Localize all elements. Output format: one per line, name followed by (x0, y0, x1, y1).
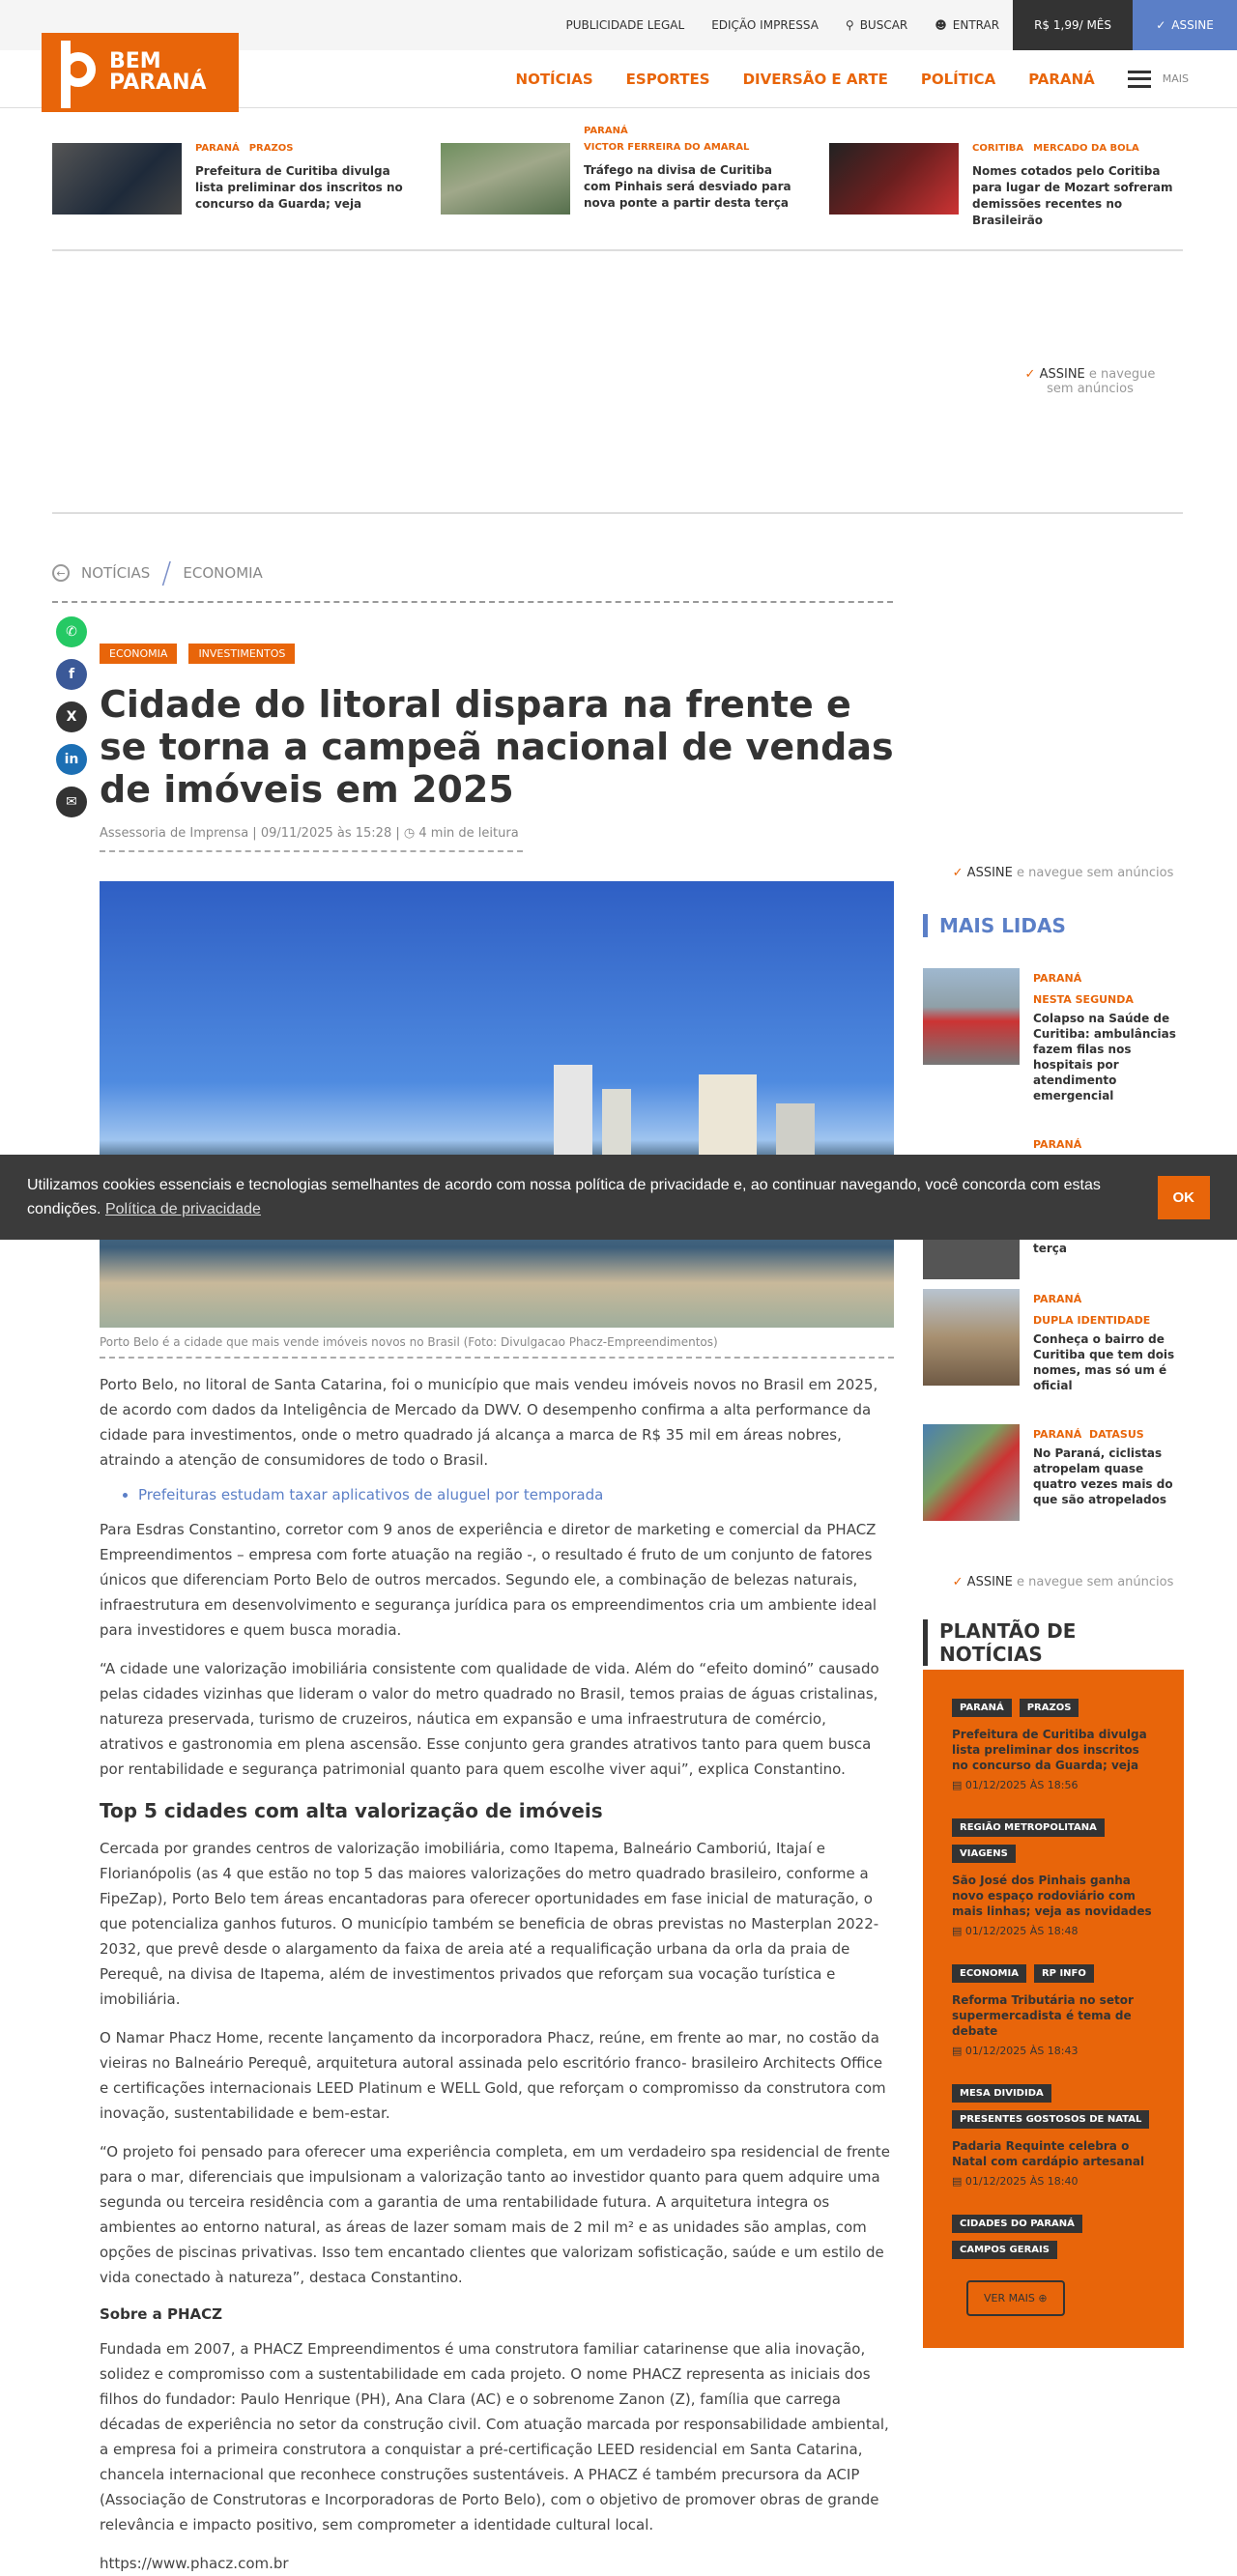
byline: Assessoria de Imprensa | 09/11/2025 às 15:28 | ◷ 4 min de leitura (100, 826, 523, 852)
back-icon[interactable]: ← (52, 564, 70, 582)
calendar-icon: ▤ (952, 1779, 963, 1791)
strip-card[interactable]: PARANÁ PRAZOS Prefeitura de Curitiba divulga lista preliminar dos inscritos no concurso da Guarda; veja (52, 122, 406, 249)
menu-button[interactable]: MAIS (1128, 71, 1189, 88)
email-icon[interactable]: ✉ (56, 787, 87, 817)
list-item[interactable]: PARANÁ DATASUS No Paraná, ciclistas atropelam quase quatro vezes mais do que são atropelados (923, 1424, 1184, 1521)
list-item[interactable]: PARANÁ terça (923, 1134, 1184, 1279)
whatsapp-icon[interactable]: ✆ (56, 616, 87, 647)
hero-image (100, 881, 894, 1328)
thumbnail-image (441, 143, 570, 215)
image-caption: Porto Belo é a cidade que mais vende imóveis novos no Brasil (Foto: Divulgacao Phacz-Empreendimentos) (100, 1335, 894, 1359)
article (100, 644, 894, 2576)
thumbnail-image (923, 968, 1020, 1065)
related-link[interactable]: • Prefeituras estudam taxar aplicativos de aluguel por temporada (138, 1486, 894, 1503)
cookie-ok-button[interactable]: OK (1158, 1176, 1211, 1219)
share-bar (56, 616, 87, 817)
hamburger-icon (1128, 71, 1151, 88)
site-logo[interactable]: BEM PARANÁ (42, 33, 239, 112)
plantao-heading-wrap (923, 1619, 1184, 1666)
logo-mark (59, 33, 98, 112)
article-body: Porto Belo, no litoral de Santa Catarina, foi o município que mais vendeu imóveis novos no Brasil em 2025, de acordo com dados da Inteligência de Mercado da DWV. O desempenho confirma a alta performance da cidade para investimentos, onde o metro quadrado já alcança a marca de R$ 35 mil em áreas nobres, atraindo a atenção de consumidores de todo o Brasil. • Prefeituras estudam taxar aplicativos de aluguel por temporada Para Esdras Constantino, corretor com 9 anos de experiência e diretor de marketing e comercial da PHACZ Empreendimentos – empresa com forte atuação na região -, o resultado é fruto de um conjunto de fatores únicos que diferenciam Porto Belo de outros mercados. Segundo ele, a combinação de belezas naturais, infraestrutura em desenvolvimento e segurança jurídica para os empreendimentos cria um ambiente ideal para investidores e quem busca moradia. “A cidade une valorização imobiliária consistente com qualidade de vida. Além do “efeito dominó” causado pelas cidades vizinhas que lideram o valor do metro quadrado no Brasil, temos praias de águas cristalinas, natureza preservada, turismo de cruzeiros, náutica em expansão e uma infraestrutura de comércio, atrativos e gastronomia em plena ascensão. Esse conjunto gera grandes atrativos tanto para quem busca por rentabilidade e segurança patrimonial quanto para quem escolhe viver aqui”, explica Constantino. Top 5 cidades com alta valorização de imóveis Cercada por grandes centros de valorização imobiliária, como Itapema, Balneário Camboriú, Itajaí e Florianópolis (as 4 que estão no top 5 das maiores valorizações do metro quadrado brasileiro, conforme a FipeZap), Porto Belo tem áreas encantadoras para oferecer oportunidades em fase inicial de maturação, o que potencializa ganhos futuros. O município também se beneficia de obras previstas no Masterplan 2022-2032, que prevê desde o alargamento da faixa de areia até a requalificação urbana da orla da praia de Perequê, na divisa de Itapema, além de investimentos privados que reforçam sua vocação turística e imobiliária. O Namar Phacz Home, recente lançamento da incorporadora Phacz, reúne, em frente ao mar, no costão da vieiras no Balneário Perequê, arquitetura autoral assinada pelo escritório franco- brasileiro Architects Office e certificações internacionais LEED Platinum e WELL Gold, que reforçam o compromisso da construtora com inovação, sustentabilidade e bem-estar. “O projeto foi pensado para oferecer uma experiência completa, em um verdadeiro spa residencial de frente para o mar, diferenciais que impulsionam a valorização tanto ao investidor quanto para quem adquire uma segunda ou terceira residência com a garantia de uma rentabilidade futura. A arquitetura integra os ambientes ao entorno natural, as áreas de lazer somam mais de 2 mil m² e as unidades são amplas, com opções de piscinas privativas. Isso tem encantado clientes que valorizam sofisticação, saúde e um estilo de vida conectado à natureza”, destaca Constantino. Sobre a PHACZ Fundada em 2007, a PHACZ Empreendimentos é uma construtora familiar catarinense que alia inovação, solidez e compromisso com a sustentabilidade em cada projeto. O nome PHACZ representa as iniciais dos filhos do fundador: Paulo Henrique (PH), Ana Clara (AC) e o sobrenome Zanon (Z), família que carrega décadas de experiência no setor da construção civil. Com atuação marcada por responsabilidade ambiental, a empresa foi a primeira construtora a conquistar a pré-certificação LEED residencial em Santa Catarina, chancela internacional que reconhece construções sustentáveis. A PHACZ é também precursora da ACIP (Associação de Construtoras e Incorporadoras de Porto Belo), com o objetivo de promover obras de grande relevância e impacto positivo, sem comprometer a identidade cultural local. https://www.phacz.com.br (100, 1372, 894, 2576)
clock-icon: ◷ (403, 826, 416, 841)
calendar-icon: ▤ (952, 2175, 963, 2188)
facebook-icon[interactable]: f (56, 659, 87, 690)
thumbnail-image (829, 143, 959, 215)
list-item[interactable]: MESA DIVIDIDA PRESENTES GOSTOSOS DE NATAL Padaria Requinte celebra o Natal com cardápio artesanal ▤ 01/12/2025 ÀS 18:40 (952, 2084, 1155, 2188)
breadcrumb: ← NOTÍCIAS / ECONOMIA (52, 545, 893, 603)
headline-strip (52, 122, 1183, 251)
x-icon[interactable]: X (56, 701, 87, 732)
plantao-box (923, 1670, 1184, 2348)
list-item[interactable]: REGIÃO METROPOLITANA VIAGENS São José dos Pinhais ganha novo espaço rodoviário com mais linhas; veja as novidades ▤ 01/12/2025 ÀS 18:48 (952, 1818, 1155, 1937)
check-icon: ✓ (952, 1575, 964, 1589)
calendar-icon: ▤ (952, 1925, 963, 1937)
calendar-icon: ▤ (952, 2045, 963, 2057)
assine-side-link[interactable]: ✓ ASSINE e navegue sem anúncios (952, 866, 1174, 880)
nav-noticias[interactable]: NOTÍCIAS (515, 70, 593, 88)
thumbnail-image (52, 143, 182, 215)
list-item[interactable]: PARANÁ NESTA SEGUNDA Colapso na Saúde de Curitiba: ambulâncias fazem filas nos hospitais por atendimento emergencial (923, 968, 1184, 1103)
assine-side-link[interactable]: ✓ ASSINE e navegue sem anúncios (952, 1575, 1174, 1589)
thumbnail-image (923, 1289, 1020, 1386)
assine-ad-link[interactable]: ✓ ASSINE e navegue sem anúncios (1024, 367, 1156, 396)
strip-title[interactable]: Nomes cotados pelo Coritiba para lugar de Mozart sofreram demissões recentes no Brasileirão (972, 164, 1173, 227)
strip-card[interactable]: CORITIBA MERCADO DA BOLA Nomes cotados pelo Coritiba para lugar de Mozart sofreram demissões recentes no Brasileirão (829, 122, 1183, 249)
assine-button[interactable]: ✓ ASSINE (1133, 0, 1237, 50)
check-icon: ✓ (1024, 367, 1036, 382)
nav-diversao[interactable]: DIVERSÃO E ARTE (742, 70, 888, 88)
section-heading: Sobre a PHACZ (100, 2305, 223, 2323)
ad-area (52, 253, 1183, 514)
nav-politica[interactable]: POLÍTICA (920, 70, 996, 88)
user-icon: ☻ (935, 18, 947, 32)
search-button[interactable]: ⚲ BUSCAR (845, 18, 908, 32)
tag-economia[interactable]: ECONOMIA (100, 644, 177, 664)
list-item[interactable]: CIDADES DO PARANÁ CAMPOS GERAIS (952, 2215, 1155, 2259)
section-heading: Top 5 cidades com alta valorização de imóveis (100, 1799, 603, 1822)
linkedin-icon[interactable]: in (56, 744, 87, 775)
breadcrumb-economia[interactable]: ECONOMIA (183, 564, 263, 582)
publicidade-legal-link[interactable]: PUBLICIDADE LEGAL (565, 18, 685, 32)
ver-mais-button[interactable]: VER MAIS ⊕ (966, 2280, 1065, 2316)
strip-title[interactable]: Tráfego na divisa de Curitiba com Pinhais será desviado para nova ponte a partir desta terça (584, 163, 791, 210)
list-item[interactable]: PARANÁ DUPLA IDENTIDADE Conheça o bairro de Curitiba que tem dois nomes, mas só um é oficial (923, 1289, 1184, 1393)
nav-esportes[interactable]: ESPORTES (625, 70, 710, 88)
login-button[interactable]: ☻ ENTRAR (935, 18, 1000, 32)
breadcrumb-noticias[interactable]: NOTÍCIAS (81, 564, 151, 582)
check-icon: ✓ (952, 866, 964, 880)
search-icon: ⚲ (845, 18, 854, 32)
tag-investimentos[interactable]: INVESTIMENTOS (188, 644, 295, 664)
privacy-policy-link[interactable]: Política de privacidade (104, 1201, 261, 1217)
plantao-heading: PLANTÃO DE NOTÍCIAS (923, 1619, 1184, 1666)
list-item[interactable]: PARANÁ PRAZOS Prefeitura de Curitiba divulga lista preliminar dos inscritos no concurso da Guarda; veja ▤ 01/12/2025 ÀS 18:56 (952, 1699, 1155, 1791)
article-title: Cidade do litoral dispara na frente e se torna a campeã nacional de vendas de imóveis em 2025 (100, 683, 894, 811)
plus-circle-icon: ⊕ (1038, 2292, 1048, 2304)
strip-title[interactable]: Prefeitura de Curitiba divulga lista preliminar dos inscritos no concurso da Guarda; veja (195, 164, 403, 211)
cookie-banner: Utilizamos cookies essenciais e tecnologias semelhantes de acordo com nossa política de privacidade e, ao continuar navegando, você concorda com estas condições. Política de privacidade OK (0, 1155, 1237, 1240)
price-button[interactable]: R$ 1,99/ MÊS (1013, 0, 1133, 50)
thumbnail-image (923, 1424, 1020, 1521)
strip-card[interactable]: PARANÁ VICTOR FERREIRA DO AMARAL Tráfego na divisa de Curitiba com Pinhais será desviado para nova ponte a partir desta terça (441, 122, 794, 249)
external-url[interactable]: https://www.phacz.com.br (100, 2555, 289, 2572)
edicao-impressa-link[interactable]: EDIÇÃO IMPRESSA (711, 18, 819, 32)
nav-parana[interactable]: PARANÁ (1028, 70, 1095, 88)
check-icon: ✓ (1156, 18, 1166, 32)
list-item[interactable]: ECONOMIA RP INFO Reforma Tributária no setor supermercadista é tema de debate ▤ 01/12/2025 ÀS 18:43 (952, 1964, 1155, 2057)
mais-lidas-heading: MAIS LIDAS (923, 914, 1184, 937)
